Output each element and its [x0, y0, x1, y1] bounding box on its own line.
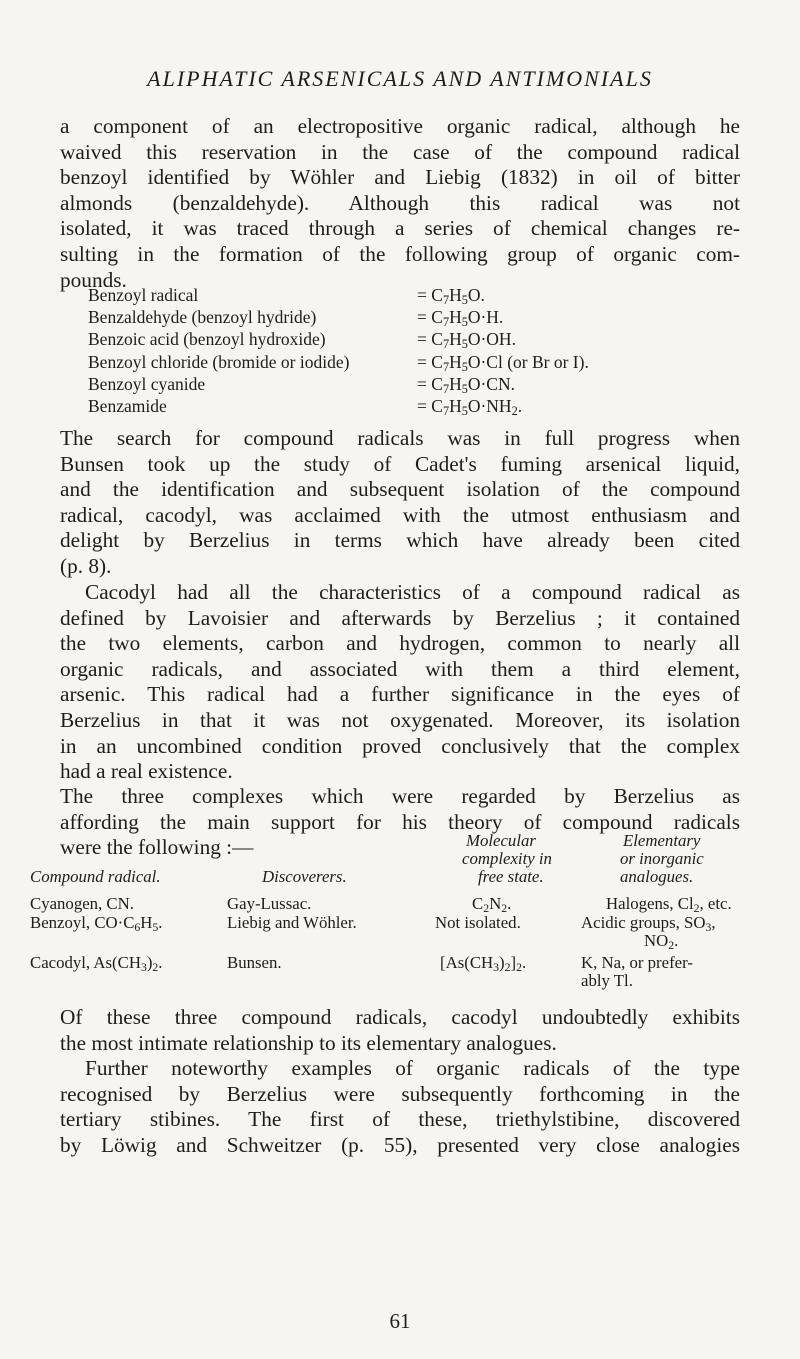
text-line: tertiary stibines. The first of these, triethylstibine, discovered [60, 1107, 740, 1132]
text-line: (p. 8). [60, 553, 112, 578]
header-molecular-1: Molecular [466, 831, 536, 850]
compound-name: Benzamide [88, 395, 167, 416]
text-line: Further noteworthy examples of organic radicals of the type [85, 1056, 740, 1080]
row-benzoyl-elementary: Acidic groups, $SO_3$, [581, 913, 716, 934]
header-molecular-3: free state. [478, 867, 544, 886]
header-elementary-2: or inorganic [620, 849, 704, 868]
row-cacodyl-compound: Cacodyl, $As(CH_3)_2$. [30, 953, 163, 974]
paragraph [60, 580, 740, 785]
text-line: in an uncombined condition proved conclusively that the complex [60, 733, 740, 758]
formula-row [88, 373, 748, 395]
compound-formula: = $C_7H_5O\cdot NH_2$. [417, 395, 523, 418]
text-line: organic radicals, and associated with them a third element, [60, 656, 740, 681]
header-compound-radical: Compound radical. [30, 867, 161, 886]
text-line: waived this reservation in the case of the compound radical [60, 139, 740, 164]
row-cacodyl-molecular: $[As(CH_3)_2]_2$. [440, 953, 527, 974]
row-cyanogen-discoverers: Gay-Lussac. [227, 894, 312, 913]
text-line: were the following :— [60, 835, 254, 860]
compound-name: Benzaldehyde (benzoyl hydride) [88, 307, 317, 328]
text-line: the two elements, carbon and hydrogen, common to nearly all [60, 631, 740, 656]
text-line: by Löwig and Schweitzer (p. 55), presented very close analogies [60, 1132, 740, 1157]
compound-formula: = $C_7H_5O$. [417, 285, 485, 307]
compound-name: Benzoyl chloride (bromide or iodide) [88, 351, 350, 372]
formula-row [88, 306, 748, 328]
header-elementary-3: analogues. [620, 867, 694, 886]
row-cyanogen-compound: Cyanogen, CN. [30, 894, 134, 913]
row-cacodyl-elementary: K, Na, or prefer- [581, 953, 693, 972]
text-line: arsenic. This radical had a further significance in the eyes of [60, 682, 740, 707]
formula-row [88, 328, 748, 350]
header-discoverers: Discoverers. [262, 867, 347, 886]
text-line: The three complexes which were regarded by Berzelius as [60, 784, 740, 808]
paragraph [60, 426, 740, 580]
text-line: had a real existence. [60, 759, 233, 784]
compound-formula: = $C_7H_5O\cdot H$. [417, 307, 504, 330]
row-cyanogen-elementary: Halogens, $Cl_2$, etc. [606, 894, 732, 915]
text-line: radical, cacodyl, was acclaimed with the utmost enthusiasm and [60, 502, 740, 527]
compound-name: Benzoyl radical [88, 285, 199, 305]
row-cacodyl-discoverers: Bunsen. [227, 953, 282, 972]
text-line: pounds. [60, 267, 127, 292]
text-line: almonds (benzaldehyde). Although this radical was not [60, 190, 740, 215]
text-line: recognised by Berzelius were subsequently forthcoming in the [60, 1081, 740, 1106]
text-line: defined by Lavoisier and afterwards by Berzelius ; it contained [60, 605, 740, 630]
text-line: sulting in the formation of the following group of organic com- [60, 241, 740, 266]
row-cyanogen-molecular: $C_2N_2$. [472, 894, 512, 915]
text-line: the most intimate relationship to its elementary analogues. [60, 1030, 557, 1055]
text-line: affording the main support for his theory of compound radicals [60, 809, 740, 834]
row-benzoyl-molecular: Not isolated. [435, 913, 521, 932]
text-line: Berzelius in that it was not oxygenated. Moreover, its isolation [60, 707, 740, 732]
text-line: a component of an electropositive organic radical, although he [60, 114, 740, 138]
paragraph [60, 1005, 740, 1056]
row-benzoyl-discoverers: Liebig and Wöhler. [227, 913, 357, 932]
formula-row [88, 351, 748, 373]
benzoyl-compounds-list [88, 284, 748, 417]
text-line: delight by Berzelius in terms which have already been cited [60, 528, 740, 553]
row-benzoyl-elementary-cont: $NO_2$. [644, 931, 679, 952]
page-number: 61 [389, 1309, 411, 1333]
compound-name: Benzoyl cyanide [88, 373, 206, 394]
running-header: ALIPHATIC ARSENICALS AND ANTIMONIALS [147, 66, 653, 91]
text-line: The search for compound radicals was in full progress when [60, 426, 740, 450]
text-line: Of these three compound radicals, cacodyl undoubtedly exhibits [60, 1005, 740, 1029]
formula-row [88, 284, 748, 306]
header-molecular-2: complexity in [462, 849, 552, 868]
compound-formula: = $C_7H_5O\cdot OH$. [417, 329, 516, 352]
formula-row [88, 395, 748, 417]
compound-formula: = $C_7H_5O\cdot Cl$ (or Br or I). [417, 351, 589, 374]
text-line: Cacodyl had all the characteristics of a compound radical as [85, 580, 740, 604]
text-line: and the identification and subsequent isolation of the compound [60, 477, 740, 502]
paragraph-continuation [60, 114, 740, 293]
paragraph [60, 1056, 740, 1158]
text-line: benzoyl identified by Wöhler and Liebig (1832) in oil of bitter [60, 165, 740, 190]
header-elementary-1: Elementary [623, 831, 701, 850]
text-line: isolated, it was traced through a series of chemical changes re- [60, 216, 740, 241]
text-line: Bunsen took up the study of Cadet's fuming arsenical liquid, [60, 451, 740, 476]
compound-formula: = $C_7H_5O\cdot CN$. [417, 373, 515, 396]
compound-name: Benzoic acid (benzoyl hydroxide) [88, 329, 326, 350]
row-cacodyl-elementary-cont: ably Tl. [581, 971, 633, 990]
row-benzoyl-compound: Benzoyl, $CO\cdot C_6H_5$. [30, 913, 163, 934]
